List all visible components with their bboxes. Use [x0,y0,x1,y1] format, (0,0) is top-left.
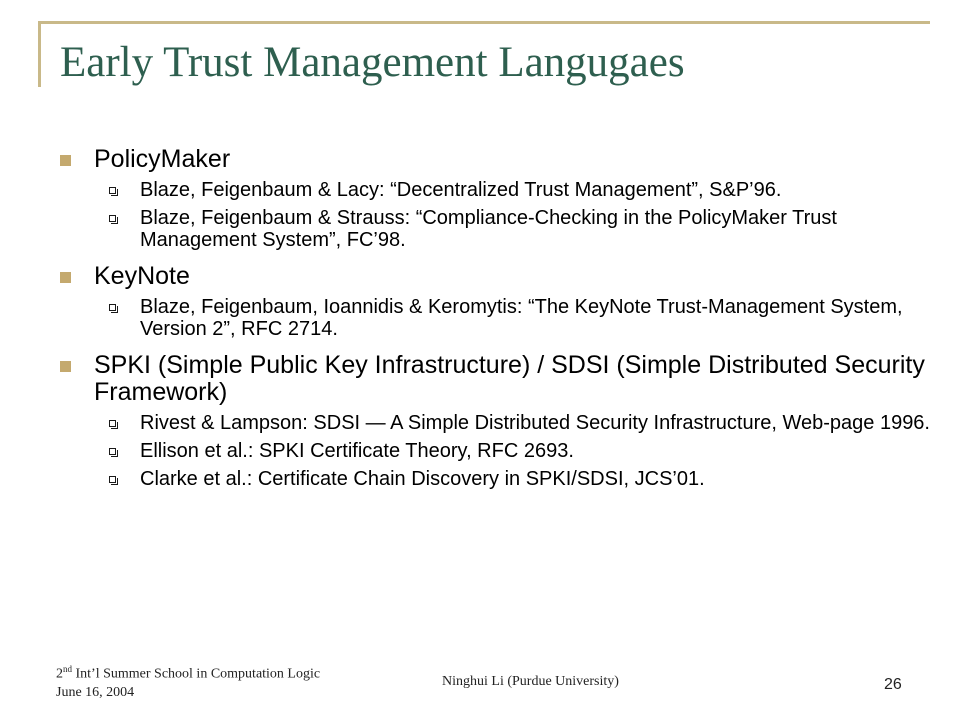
footer-date: June 16, 2004 [56,684,135,700]
sub-bullet-text: Clarke et al.: Certificate Chain Discovery in SPKI/SDSI, JCS’01. [140,468,705,490]
bullet-spki-sdsi [60,352,930,406]
box-bullet-icon [109,476,116,483]
sub-bullet-text: Blaze, Feigenbaum, Ioannidis & Keromytis: “The KeyNote Trust-Management System, Version 2”, RFC 2714. [140,296,903,340]
square-bullet-icon [60,361,71,372]
slide-title: Early Trust Management Langugaes [60,39,685,86]
box-bullet-icon [109,420,116,427]
frame-left-line [38,21,41,87]
bullet-label: KeyNote [94,262,190,290]
bullet-policymaker [60,146,930,173]
sub-bullet [60,412,930,434]
sub-bullet [60,179,930,201]
sub-bullet [60,296,930,340]
bullet-label: SPKI (Simple Public Key Infrastructure) / SDSI (Simple Distributed Security Framework) [94,351,925,406]
footer-author: Ninghui Li (Purdue University) [442,674,619,689]
box-bullet-icon [109,448,116,455]
box-bullet-icon [109,187,116,194]
page-number: 26 [884,676,902,693]
sub-bullet-text: Blaze, Feigenbaum & Lacy: “Decentralized Trust Management”, S&P’96. [140,179,782,201]
footer-event-info [56,660,320,702]
sub-bullet-text: Rivest & Lampson: SDSI — A Simple Distributed Security Infrastructure, Web-page 1996. [140,412,930,434]
footer-ordinal: 2 [56,666,63,682]
footer-event: Int’l Summer School in Computation Logic [75,666,321,682]
box-bullet-icon [109,304,116,311]
sub-bullet-text: Ellison et al.: SPKI Certificate Theory, RFC 2693. [140,440,574,462]
square-bullet-icon [60,155,71,166]
bullet-keynote [60,263,930,290]
footer-ordinal-suffix: nd [63,664,72,674]
sub-bullet [60,468,930,490]
sub-bullet [60,440,930,462]
sub-bullet-text: Blaze, Feigenbaum & Strauss: “Compliance-Checking in the PolicyMaker Trust Management System”, FC’98. [140,207,837,251]
frame-top-line [38,21,930,24]
slide-content [60,146,930,490]
square-bullet-icon [60,272,71,283]
bullet-label: PolicyMaker [94,145,231,173]
box-bullet-icon [109,215,116,222]
footer-event-line [56,660,320,684]
sub-bullet [60,207,930,251]
